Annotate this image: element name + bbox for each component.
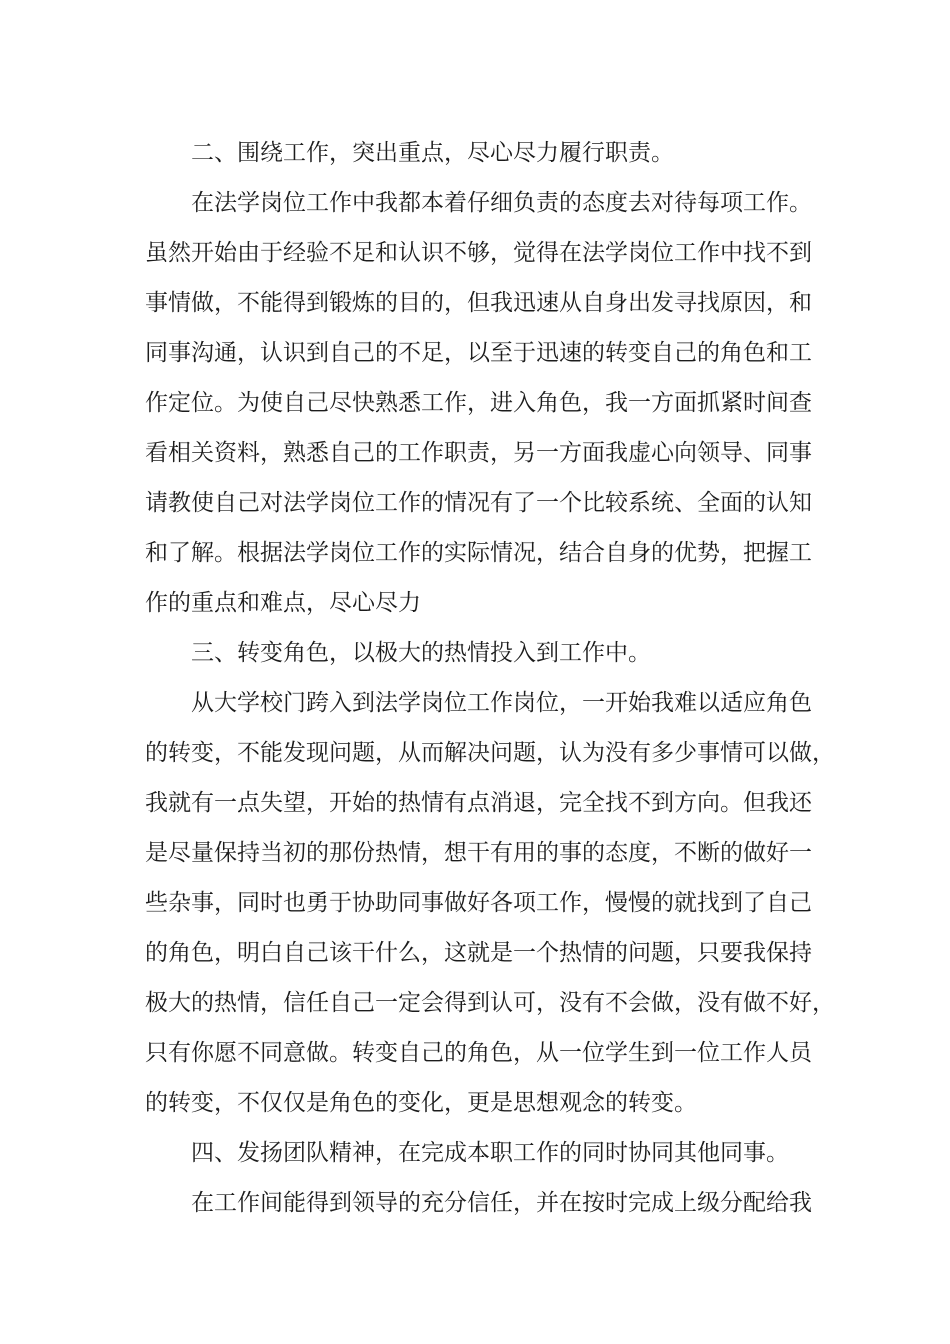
paragraph-line: 是尽量保持当初的那份热情，想干有用的事的态度，不断的做好一: [145, 840, 812, 866]
paragraph-line: 作的重点和难点，尽心尽力: [145, 590, 421, 616]
paragraph-line: 和了解。根据法学岗位工作的实际情况，结合自身的优势，把握工: [145, 540, 812, 566]
section-heading-2: 二、围绕工作，突出重点，尽心尽力履行职责。: [191, 140, 674, 166]
paragraph-line: 极大的热情，信任自己一定会得到认可，没有不会做，没有做不好，: [145, 990, 835, 1016]
paragraph-line: 同事沟通，认识到自己的不足，以至于迅速的转变自己的角色和工: [145, 340, 812, 366]
paragraph-line: 请教使自己对法学岗位工作的情况有了一个比较系统、全面的认知: [145, 490, 812, 516]
paragraph-line: 在法学岗位工作中我都本着仔细负责的态度去对待每项工作。: [191, 190, 812, 216]
paragraph-line: 的转变，不能发现问题，从而解决问题，认为没有多少事情可以做，: [145, 740, 835, 766]
section-heading-3: 三、转变角色，以极大的热情投入到工作中。: [191, 640, 651, 666]
paragraph-line: 只有你愿不同意做。转变自己的角色，从一位学生到一位工作人员: [145, 1040, 812, 1066]
section-heading-4: 四、发扬团队精神，在完成本职工作的同时协同其他同事。: [191, 1140, 789, 1166]
paragraph-line: 看相关资料，熟悉自己的工作职责，另一方面我虚心向领导、同事: [145, 440, 812, 466]
document-body: [145, 128, 845, 1228]
paragraph-line: 的转变，不仅仅是角色的变化，更是思想观念的转变。: [145, 1090, 697, 1116]
paragraph-line: 些杂事，同时也勇于协助同事做好各项工作，慢慢的就找到了自己: [145, 890, 812, 916]
paragraph-line: 事情做，不能得到锻炼的目的，但我迅速从自身出发寻找原因，和: [145, 290, 812, 316]
paragraph-line: 在工作间能得到领导的充分信任，并在按时完成上级分配给我: [191, 1190, 812, 1216]
paragraph-line: 作定位。为使自己尽快熟悉工作，进入角色，我一方面抓紧时间查: [145, 390, 812, 416]
paragraph-line: 的角色，明白自己该干什么，这就是一个热情的问题，只要我保持: [145, 940, 812, 966]
paragraph-line: 我就有一点失望，开始的热情有点消退，完全找不到方向。但我还: [145, 790, 812, 816]
paragraph-line: 从大学校门跨入到法学岗位工作岗位，一开始我难以适应角色: [191, 690, 812, 716]
paragraph-line: 虽然开始由于经验不足和认识不够，觉得在法学岗位工作中找不到: [145, 240, 812, 266]
